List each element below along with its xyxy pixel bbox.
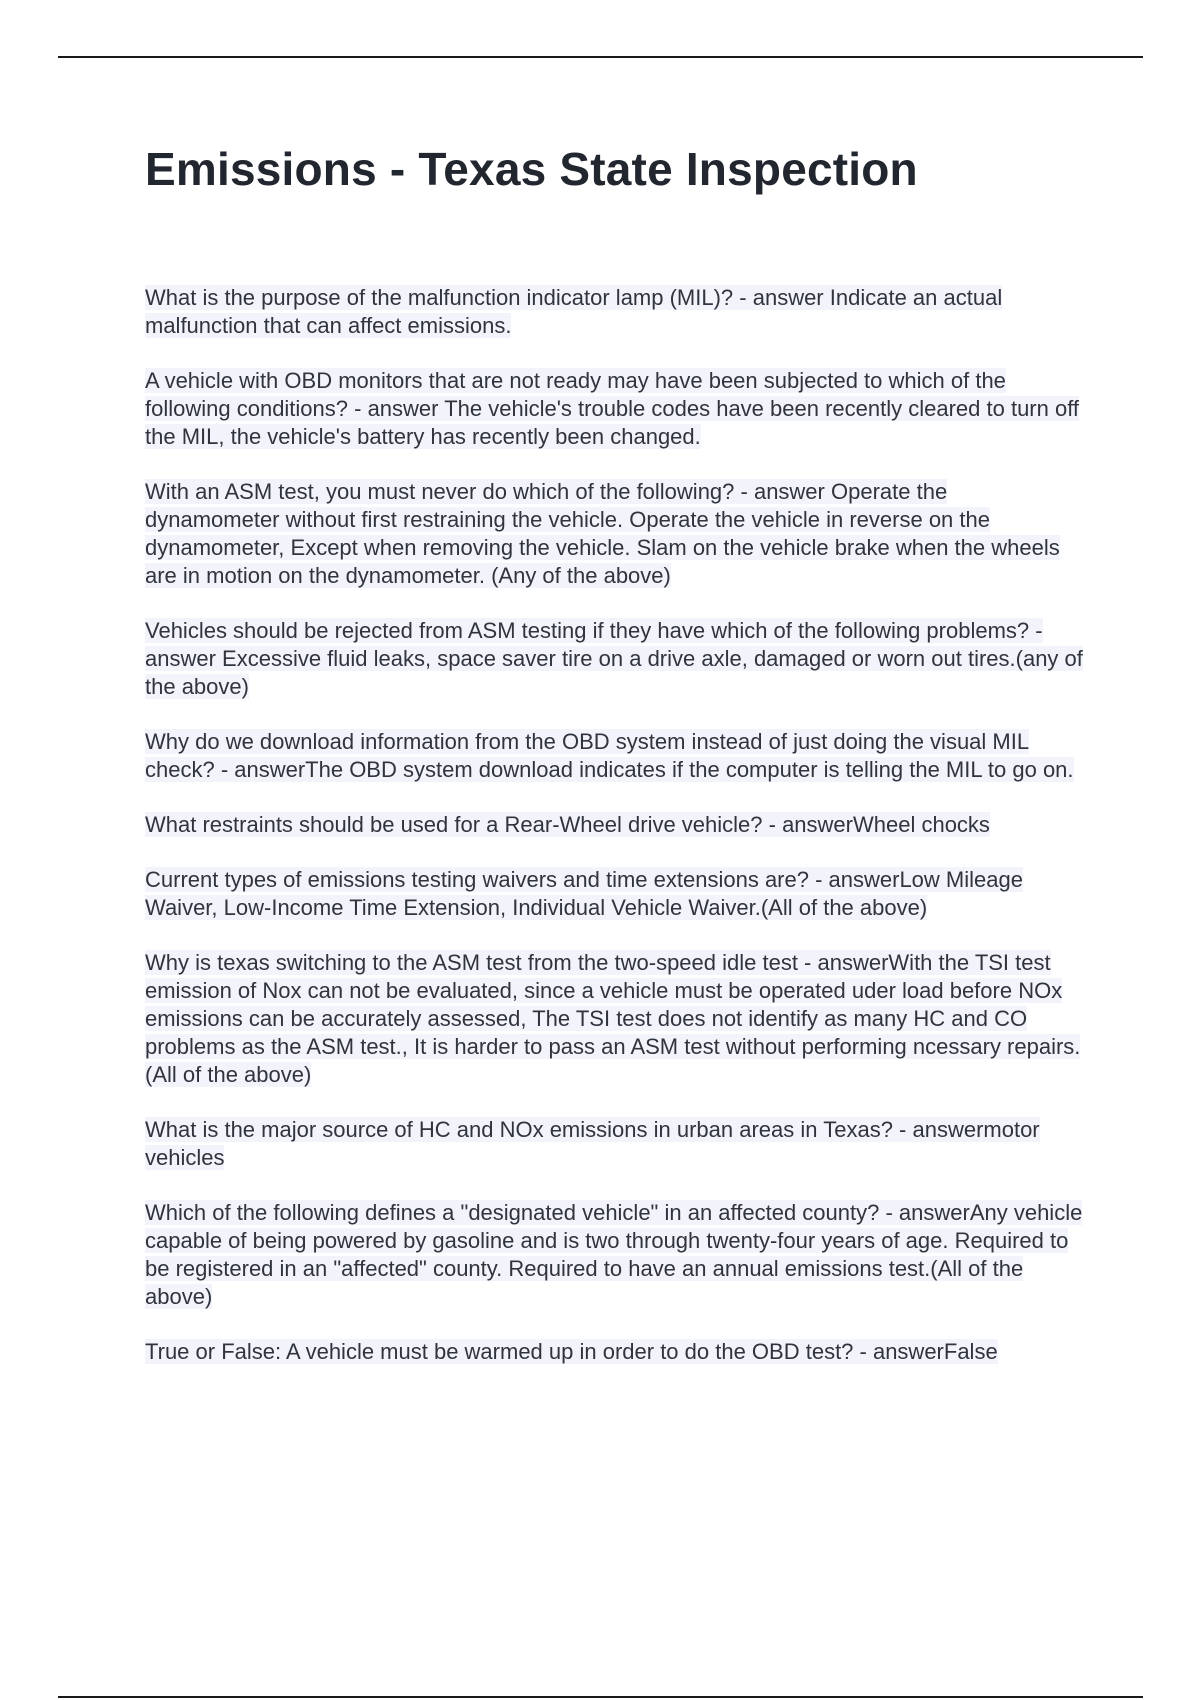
qa-text: Why do we download information from the OBD system instead of just doing the visual MIL check? - answerThe OBD system download indicates if the computer is telling the MIL to go on. [145, 729, 1074, 782]
qa-item [145, 284, 1085, 340]
qa-list [145, 284, 1085, 1393]
qa-item [145, 1338, 1085, 1366]
qa-text: Current types of emissions testing waivers and time extensions are? - answerLow Mileage Waiver, Low-Income Time Extension, Individual Vehicle Waiver.(All of the above) [145, 867, 1023, 920]
qa-text: With an ASM test, you must never do which of the following? - answer Operate the dynamometer without first restraining the vehicle. Operate the vehicle in reverse on the dynamometer, Except when removing the vehicle. Slam on the vehicle brake when the wheels are in motion on the dynamometer. (Any of the above) [145, 479, 1060, 588]
qa-item [145, 1116, 1085, 1172]
qa-item [145, 866, 1085, 922]
qa-text: Vehicles should be rejected from ASM testing if they have which of the following problems? - answer Excessive fluid leaks, space saver tire on a drive axle, damaged or worn out tires.(any of the above) [145, 618, 1083, 699]
qa-text: Why is texas switching to the ASM test from the two-speed idle test - answerWith the TSI test emission of Nox can not be evaluated, since a vehicle must be operated uder load before NOx emissions can be accurately assessed, The TSI test does not identify as many HC and CO problems as the ASM test., It is harder to pass an ASM test without performing ncessary repairs. (All of the above) [145, 950, 1081, 1087]
bottom-divider [58, 1696, 1143, 1698]
page-title: Emissions - Texas State Inspection [145, 143, 918, 195]
qa-text: True or False: A vehicle must be warmed up in order to do the OBD test? - answerFalse [145, 1339, 998, 1364]
qa-item [145, 949, 1085, 1089]
qa-text: Which of the following defines a "designated vehicle" in an affected county? - answerAny vehicle capable of being powered by gasoline and is two through twenty-four years of age. Required to be registered in an "affected" county. Required to have an annual emissions test.(All of the above) [145, 1200, 1083, 1309]
qa-item [145, 617, 1085, 701]
qa-text: What restraints should be used for a Rear-Wheel drive vehicle? - answerWheel chocks [145, 812, 990, 837]
qa-item [145, 478, 1085, 590]
qa-item [145, 728, 1085, 784]
qa-text: A vehicle with OBD monitors that are not ready may have been subjected to which of the following conditions? - answer The vehicle's trouble codes have been recently cleared to turn off the MIL, the vehicle's battery has recently been changed. [145, 368, 1080, 449]
qa-text: What is the purpose of the malfunction indicator lamp (MIL)? - answer Indicate an actual malfunction that can affect emissions. [145, 285, 1003, 338]
qa-item [145, 811, 1085, 839]
qa-item [145, 367, 1085, 451]
qa-text: What is the major source of HC and NOx emissions in urban areas in Texas? - answermotor vehicles [145, 1117, 1040, 1170]
qa-item [145, 1199, 1085, 1311]
top-divider [58, 56, 1143, 58]
